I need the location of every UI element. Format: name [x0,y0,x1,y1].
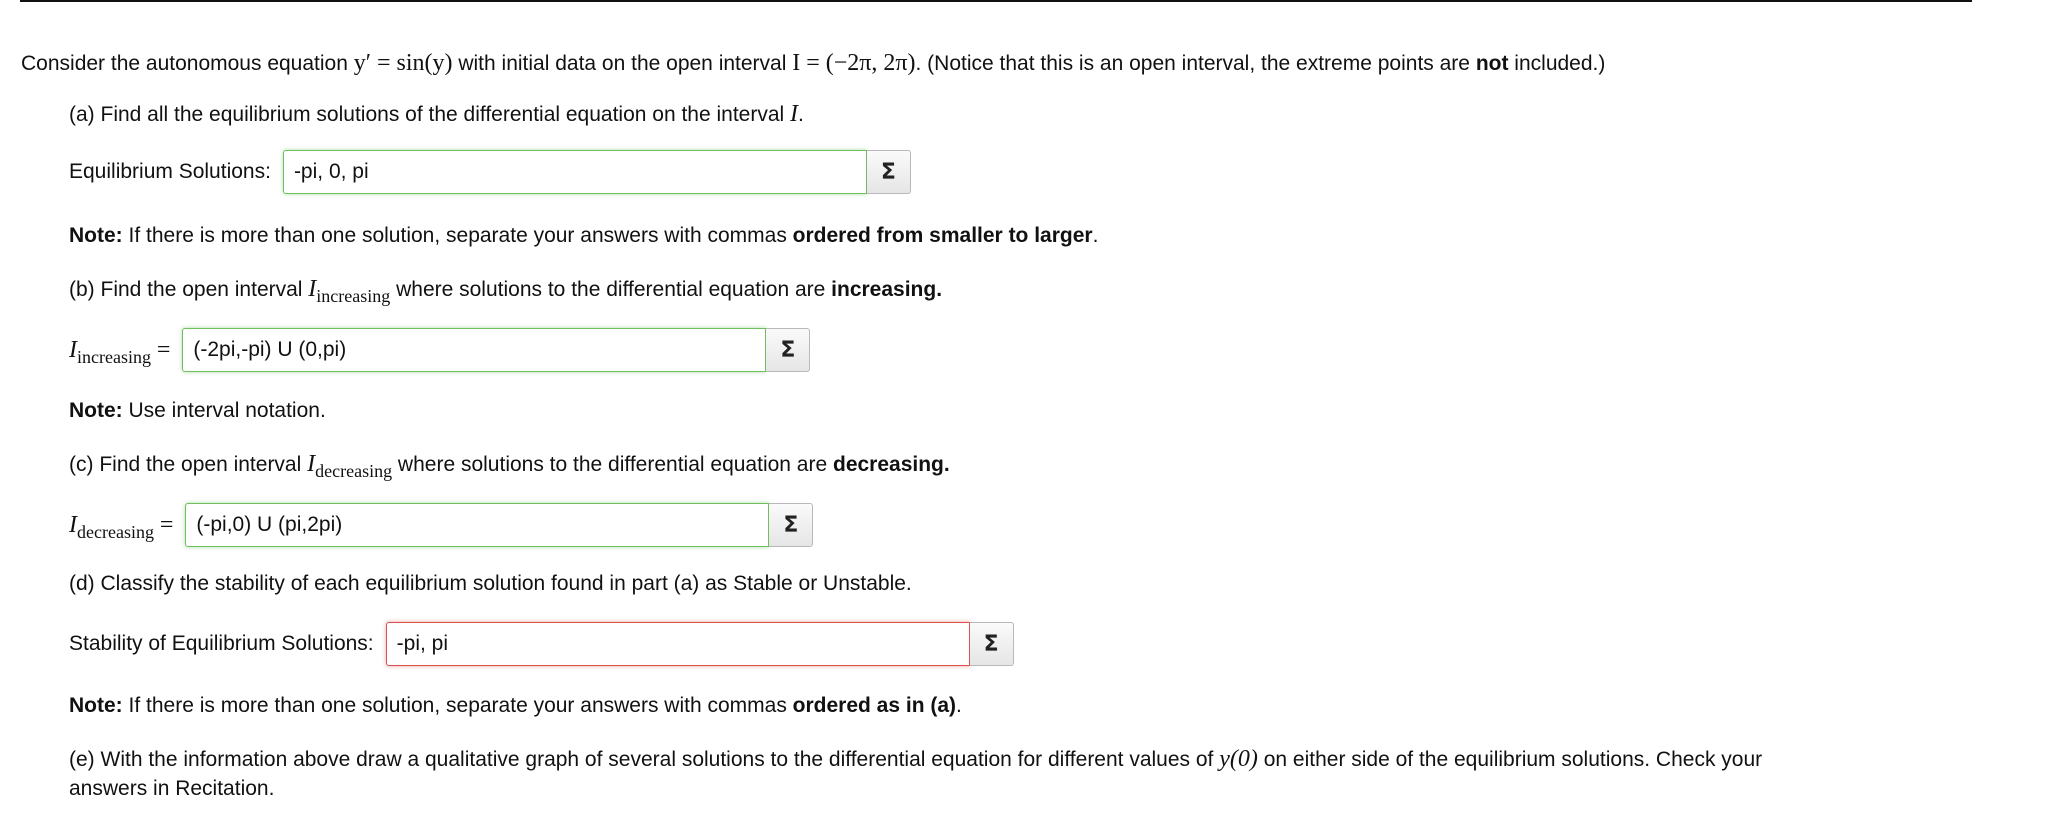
increasing-interval-input[interactable] [182,328,766,372]
equilibrium-equation-editor-button[interactable]: Σ [867,150,911,194]
stability-input-group [386,622,1014,666]
part-e-question-line2: answers in Recitation. [69,777,275,800]
decreasing-input-group [185,503,813,547]
part-d-question: (d) Classify the stability of each equilibrium solution found in part (a) as Stable or Unstable. [69,572,912,595]
stability-equation-editor-button[interactable]: Σ [970,622,1014,666]
decreasing-equation-editor-button[interactable]: Σ [769,503,813,547]
equation: y′ = sin(y) [353,50,453,76]
equilibrium-input[interactable] [283,150,867,194]
problem-statement: Consider the autonomous equation y′ = sin(y) with initial data on the open interval I = (−2π, 2π). (Notice that this is an open interval, the extreme points are not included.) [21,50,1606,76]
part-e-question: (e) With the information above draw a qualitative graph of several solutions to the differential equation for different values of y(0) on either side of the equilibrium solutions. Check your [69,746,1763,772]
interval: I = (−2π, 2π) [792,50,916,76]
part-d-note: Note: If there is more than one solution, separate your answers with commas ordered as in (a). [69,694,962,717]
stability-label: Stability of Equilibrium Solutions: [69,632,374,655]
part-a-question: (a) Find all the equilibrium solutions of the differential equation on the interval I. [69,101,804,127]
increasing-input-group [182,328,810,372]
stability-field-row [69,620,1014,668]
increasing-equation-editor-button[interactable]: Σ [766,328,810,372]
stability-input[interactable] [386,622,970,666]
part-a-note: Note: If there is more than one solution, separate your answers with commas ordered from smaller to larger. [69,224,1099,247]
equilibrium-label: Equilibrium Solutions: [69,160,271,183]
increasing-label: Iincreasing = [69,336,171,367]
equilibrium-field-row [69,148,911,196]
part-b-question: (b) Find the open interval Iincreasing where solutions to the differential equation are increasing. [69,276,943,306]
increasing-field-row [69,326,810,374]
equilibrium-input-group [283,150,911,194]
decreasing-interval-input[interactable] [185,503,769,547]
part-b-note: Note: Use interval notation. [69,399,326,422]
decreasing-field-row [69,501,813,549]
part-c-question: (c) Find the open interval Idecreasing where solutions to the differential equation are decreasing. [69,451,950,481]
decreasing-label: Idecreasing = [69,511,174,542]
top-divider [20,0,1972,2]
